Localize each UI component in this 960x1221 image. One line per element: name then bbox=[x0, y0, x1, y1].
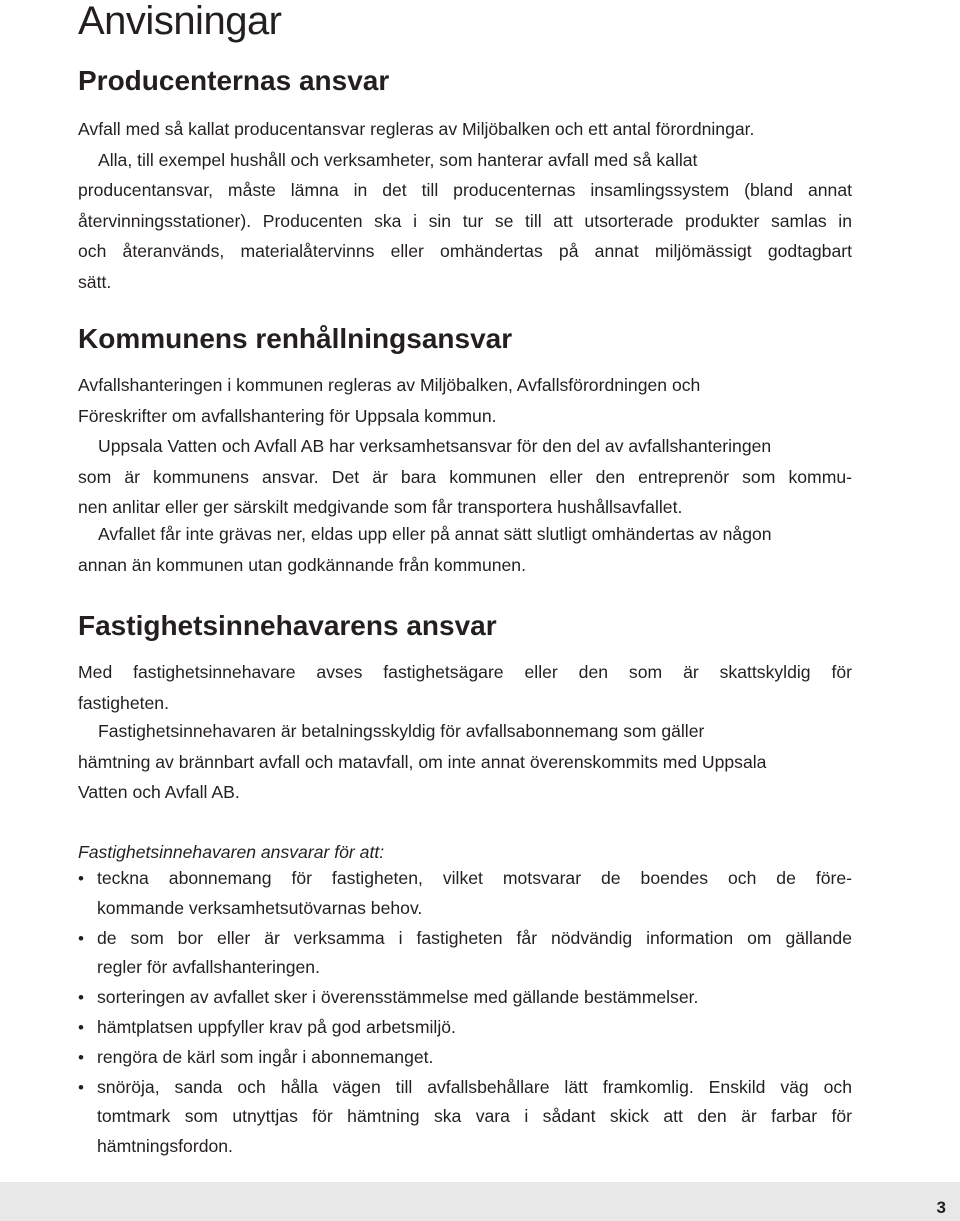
paragraph-gravas bbox=[78, 519, 852, 580]
paragraph-line: Vatten och Avfall AB. bbox=[78, 782, 240, 802]
list-item bbox=[78, 983, 852, 1013]
paragraph-line: Alla, till exempel hushåll och verksamheter, som hanterar avfall med så kallat bbox=[98, 149, 698, 170]
responsibilities-lead: Fastighetsinnehavaren ansvarar för att: bbox=[78, 842, 385, 862]
list-item-line: regler för avfallshanteringen. bbox=[97, 957, 320, 978]
bullet-icon: • bbox=[78, 1017, 84, 1037]
paragraph-regleras bbox=[78, 370, 852, 431]
paragraph-betalningsskyldig bbox=[78, 716, 852, 808]
paragraph-line: Avfall med så kallat producentansvar regleras av Miljöbalken och ett antal förordningar. bbox=[78, 119, 755, 139]
paragraph-line: Avfallshanteringen i kommunen regleras av Miljöbalken, Avfallsförordningen och bbox=[78, 375, 701, 395]
list-item-line: hämtplatsen uppfyller krav på god arbetsmiljö. bbox=[97, 1016, 456, 1037]
bullet-icon: • bbox=[78, 928, 84, 948]
paragraph-line: som är kommunens ansvar. Det är bara kommunen eller den entreprenör som kommu- bbox=[78, 466, 852, 487]
paragraph-line: Avfallet får inte grävas ner, eldas upp eller på annat sätt slutligt omhändertas av någon bbox=[98, 524, 772, 544]
list-item bbox=[78, 864, 852, 924]
list-item-line: snöröja, sanda och hålla vägen till avfallsbehållare lätt framkomlig. Enskild väg och bbox=[97, 1076, 852, 1097]
paragraph-definition bbox=[78, 657, 852, 718]
page-title: Anvisningar bbox=[78, 0, 282, 43]
section-heading-kommunens-renhallningsansvar: Kommunens renhållningsansvar bbox=[78, 323, 513, 354]
paragraph-producentansvar bbox=[78, 114, 852, 297]
paragraph-line: Med fastighetsinnehavare avses fastighetsägare eller den som är skattskyldig för bbox=[78, 662, 852, 682]
list-item bbox=[78, 1043, 852, 1073]
paragraph-line: hämtning av brännbart avfall och matavfall, om inte annat överenskommits med Uppsala bbox=[78, 751, 767, 772]
list-item-line: de som bor eller är verksamma i fastigheten får nödvändig information om gällande bbox=[97, 927, 852, 948]
paragraph-line: Uppsala Vatten och Avfall AB har verksamhetsansvar för den del av avfallshanteringen bbox=[98, 436, 772, 456]
paragraph-line: sätt. bbox=[78, 271, 112, 292]
bullet-icon: • bbox=[78, 1077, 84, 1097]
responsibilities-list bbox=[78, 864, 852, 1162]
paragraph-line: återvinningsstationer). Producenten ska i sin tur se till att utsorterade produkter samlas in bbox=[78, 210, 852, 231]
list-item bbox=[78, 924, 852, 984]
section-heading-producenternas-ansvar: Producenternas ansvar bbox=[78, 65, 390, 96]
paragraph-line: nen anlitar eller ger särskilt medgivande som får transportera hushållsavfallet. bbox=[78, 497, 683, 517]
paragraph-verksamhetsansvar bbox=[78, 431, 852, 523]
list-item-line: teckna abonnemang för fastigheten, vilket motsvarar de boendes och de före- bbox=[97, 868, 852, 888]
page-number: 3 bbox=[936, 1198, 946, 1217]
paragraph-line: Föreskrifter om avfallshantering för Uppsala kommun. bbox=[78, 405, 497, 426]
paragraph-line: annan än kommunen utan godkännande från kommunen. bbox=[78, 554, 526, 575]
paragraph-line: fastigheten. bbox=[78, 692, 169, 713]
list-item bbox=[78, 1073, 852, 1162]
list-item-line: kommande verksamhetsutövarnas behov. bbox=[97, 897, 423, 918]
paragraph-line: och återanvänds, materialåtervinns eller omhändertas på annat miljömässigt godtagbart bbox=[78, 241, 852, 261]
bullet-icon: • bbox=[78, 1047, 84, 1067]
list-item bbox=[78, 1013, 852, 1043]
bullet-icon: • bbox=[78, 869, 84, 888]
paragraph-line: producentansvar, måste lämna in det till producenternas insamlingssystem (bland annat bbox=[78, 180, 852, 200]
paragraph-line: Fastighetsinnehavaren är betalningsskyldig för avfallsabonnemang som gäller bbox=[98, 721, 705, 741]
footer-bar bbox=[0, 1182, 960, 1221]
list-item-line: tomtmark som utnyttjas för hämtning ska vara i sådant skick att den är farbar för bbox=[97, 1106, 852, 1127]
list-item-line: sorteringen av avfallet sker i överensstämmelse med gällande bestämmelser. bbox=[97, 987, 699, 1008]
list-item-line: rengöra de kärl som ingår i abonnemanget. bbox=[97, 1046, 434, 1067]
bullet-icon: • bbox=[78, 988, 84, 1008]
section-heading-fastighetsinnehavarens-ansvar: Fastighetsinnehavarens ansvar bbox=[78, 610, 497, 641]
list-item-line: hämtningsfordon. bbox=[97, 1136, 233, 1157]
